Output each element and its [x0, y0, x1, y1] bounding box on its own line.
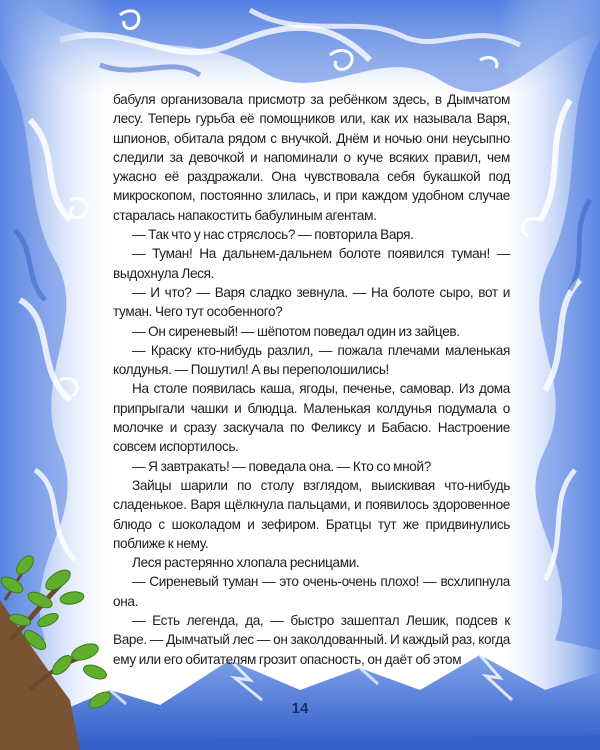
page-number: 14 [291, 700, 309, 717]
paragraph-6: — Краску кто-нибудь разлил, — пожала плечами маленькая колдунья. — Пошутил! А вы переполошились! [113, 342, 510, 378]
paragraph-3: — Туман! На дальнем-дальнем болоте появился туман! — выдохнула Леся. [113, 246, 510, 281]
story-text [113, 90, 510, 669]
paragraph-5: — Он сиреневый! — шёпотом поведал один из зайцев. [132, 323, 460, 339]
frame-right [500, 0, 600, 750]
paragraph-7: На столе появилась каша, ягоды, печенье, самовар. Из дома припрыгали чашки и блюдца. Маленькая колдунья подумала о молочке и сразу заскучала по Феликсу и Бабасю. Настроение совсем испортилось. [113, 381, 510, 455]
paragraph-10: Леся растерянно хлопала ресницами. [132, 555, 360, 571]
paragraph-9: Зайцы шарили по столу взглядом, выискивая что-нибудь сладенькое. Варя щёлкнула пальцами, и появилось здоровенное блюдо с шоколадом и зефиром. Братцы тут же придвинулись поближе к нему. [113, 477, 510, 551]
paragraph-8: — Я завтракать! — поведала она. — Кто со мной? [132, 458, 431, 474]
paragraph-2: — Так что у нас стряслось? — повторила Варя. [132, 227, 414, 243]
paragraph-4: — И что? — Варя сладко зевнула. — На болоте сыро, вот и туман. Чего тут особенного? [113, 284, 510, 320]
paragraph-1: бабуля организовала присмотр за ребёнком здесь, в Дымчатом лесу. Теперь гурьба её помощников или, как их называла Варя, шпионов, обитала рядом с внучкой. Днём и ночью они неусыпно следили за девочкой и напоминали о куче всяких правил, чем ужасно её раздражали. Она чувствовала себя букашкой под микроскопом, постоянно злилась, и при каждом удобном случае старалась напакостить бабулиным агентам. [113, 92, 510, 223]
paragraph-11: — Сиреневый туман — это очень-очень плохо! — всхлипнула она. [113, 574, 510, 609]
paragraph-12: — Есть легенда, да, — быстро зашептал Лешик, подсев к Варе. — Дымчатый лес — он заколдованный. И каждый раз, когда ему или его обитателям грозит опасность, он даёт об этом [113, 613, 510, 667]
